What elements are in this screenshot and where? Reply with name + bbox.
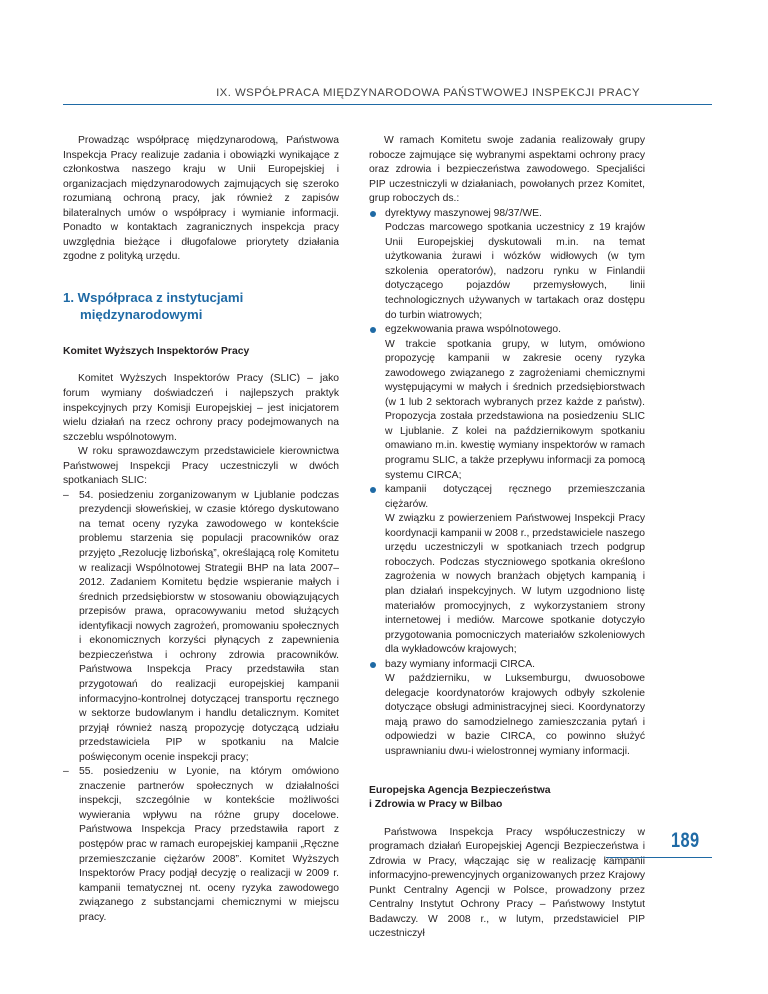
list-item bbox=[369, 207, 645, 323]
list-item bbox=[369, 483, 645, 658]
intro-paragraph: Prowadząc współpracę międzynarodową, Państwowa Inspekcja Pracy realizuje zadania i obowiązki wynikające z członkostwa naszego kraju w Unii Europejskiej i organizacjach międzynarodowych zajmujących się szeroko rozumianą ochroną pracy, jak również z zapisów bilateralnych umów o współpracy i wymianie informacji. Ponadto w kontaktach zagranicznych inspekcja pracy uwzględnia bieżące i długofalowe priorytety działania zgodne z polityką urzędu. bbox=[63, 135, 339, 263]
working-groups-list bbox=[369, 207, 645, 760]
right-column bbox=[369, 134, 645, 942]
section-heading: 1. Współpraca z instytucjami międzynarodowymi bbox=[63, 289, 244, 322]
slic-meetings-list bbox=[63, 489, 339, 925]
subheading-slic: Komitet Wyższych Inspektorów Pracy bbox=[63, 345, 250, 357]
list-item-title: egzekwowania prawa wspólnotowego. bbox=[385, 324, 561, 336]
list-item-title: bazy wymiany informacji CIRCA. bbox=[385, 658, 536, 670]
subheading-osha-line1: Europejska Agencja Bezpieczeństwa bbox=[369, 784, 551, 796]
list-item bbox=[369, 323, 645, 483]
list-item-title: dyrektywy maszynowej 98/37/WE. bbox=[385, 207, 542, 219]
list-item bbox=[369, 658, 645, 760]
list-item-text: W związku z powierzeniem Państwowej Inspekcji Pracy koordynacji kampanii w 2008 r., przedstawiciele naszego urzędu uczestniczyli w spotkaniach trzech podgrup roboczych. Podczas styczniowego spotkania określono zagrożenia w nowych branżach objętych kampanią i plan działań inspekcyjnych. W lutym uzgodniono listę materiałów promocyjnych, z wykorzystaniem strony internetowej i mediów. Marcowe spotkanie dotyczyło przygotowania pomocniczych materiałów szkoleniowych dla wykładowców krajowych; bbox=[385, 513, 645, 656]
list-item-text: W październiku, w Luksemburgu, dwuosobowe delegacje koordynatorów krajowych odbyły szkolenie dotyczące obsługi administracyjnej sieci. Koordynatorzy mają prawo do samodzielnego zamieszczania pytań i odpowiedzi w bazie CIRCA, co powinno służyć usprawnianiu dwu-i wielostronnej wymiany informacji. bbox=[385, 673, 645, 757]
slic-meetings-paragraph: W roku sprawozdawczym przedstawiciele kierownictwa Państwowej Inspekcji Pracy uczestniczyli w dwóch spotkaniach SLIC: bbox=[63, 446, 339, 487]
left-column bbox=[63, 134, 339, 925]
page-number: 189 bbox=[671, 829, 700, 852]
list-item: – 55. posiedzeniu w Lyonie, na którym omówiono znaczenie partnerów społecznych w działalności inspekcji, szczególnie w kontekście możliwości wywierania wpływu na różne grupy docelowe. Państwowa Inspekcja Pracy przedstawiła raport z postępów prac w ramach europejskiej kampanii „Ręczne przemieszczanie ciężarów 2008”. Komitet Wyższych Inspektorów Pracy podjął decyzję o realizacji w 2009 r. kampanii tematycznej nt. oceny ryzyka zawodowego związanego z substancjami chemicznymi w miejscu pracy. bbox=[63, 765, 339, 925]
header-rule bbox=[63, 104, 712, 105]
list-item-text: Podczas marcowego spotkania uczestnicy z 19 krajów Unii Europejskiej dyskutowali m.in. na temat użytkowania żurawi i wózków widłowych (w tym szkolenia operatorów), nadzoru rynku w Finlandii dotyczącego pojazdów przemysłowych, linii technologicznych używanych w tartakach oraz dostępu do turbin wiatrowych; bbox=[385, 222, 645, 321]
list-item-text: W trakcie spotkania grupy, w lutym, omówiono propozycję kampanii w zakresie oceny ryzyka zawodowego związanego z zagrożeniami chemicznymi występującymi w małych i średnich przedsiębiorstwach (w 1 lub 2 sektorach wybranych przez każde z państw). Propozycja została przedstawiona na posiedzeniu SLIC w Ljublanie. Z kolei na październikowym spotkaniu omawiano m.in. kwestię wymiany inspektorów w ramach programu SLIC, a także przepływu informacji za pomocą systemu CIRCA; bbox=[385, 338, 645, 481]
page-number-rule bbox=[606, 857, 712, 858]
running-header-title: IX. WSPÓŁPRACA MIĘDZYNARODOWA PAŃSTWOWEJ INSPEKCJI PRACY bbox=[216, 87, 640, 99]
list-item: – 54. posiedzeniu zorganizowanym w Ljublanie podczas prezydencji słoweńskiej, w czasie którego dyskutowano na temat oceny ryzyka zawodowego w kontekście problemu starzenia się populacji pracowników oraz przyjęto „Rezolucję lizbońską”, określającą rolę Komitetu w realizacji Wspólnotowej Strategii BHP na lata 2007–2012. Zadaniem Komitetu będzie wspieranie małych i średnich przedsiębiorstw w stosowaniu obowiązujących przepisów prawa, opracowywaniu metod służących identyfikacji nowych zagrożeń, promowaniu społecznych i ekonomicznych korzyści płynących z zapewnienia bezpieczeństwa i ochrony zdrowia pracowników. Państwowa Inspekcja Pracy przedstawiła stan przygotowań do realizacji europejskiej kampanii informacyjno-kontrolnej dotyczącej transportu ręcznego w sektorze budowlanym i handlu detalicznym. Komitet przyjął również naszą propozycję dotyczącą udziału przedstawiciela PIP w spotkaniu na Malcie poświęconym ocenie inspekcji pracy; bbox=[63, 489, 339, 765]
subheading-osha-line2: i Zdrowia w Pracy w Bilbao bbox=[369, 799, 503, 811]
osha-paragraph: Państwowa Inspekcja Pracy współuczestniczy w programach działań Europejskiej Agencji Bezpieczeństwa i Zdrowia w Pracy, włączając się w realizację kampanii informacyjno-prewencyjnych organizowanych przez Krajowy Punkt Centralny Agencji w Polsce, prowadzony przez Centralny Instytut Ochrony Pracy – Państwowy Instytut Badawczy. W 2008 r., w lutym, przedstawiciel PIP uczestniczył bbox=[369, 826, 645, 940]
subheading-osha bbox=[369, 784, 645, 813]
slic-paragraph: Komitet Wyższych Inspektorów Pracy (SLIC) – jako forum wymiany doświadczeń i najlepszych praktyk inspekcyjnych przy Komisji Europejskiej – jest inicjatorem wielu działań na rzecz ochrony pracy podejmowanych na szczeblu wspólnotowym. bbox=[63, 373, 339, 443]
working-groups-paragraph: W ramach Komitetu swoje zadania realizowały grupy robocze zajmujące się wybranymi aspektami ochrony pracy oraz zdrowia i bezpieczeństwa zawodowego. Specjaliści PIP uczestniczyli w działaniach, powołanych przez Komitet, grup roboczych ds.: bbox=[369, 135, 645, 205]
list-item-title: kampanii dotyczącej ręcznego przemieszczania ciężarów. bbox=[385, 484, 645, 510]
